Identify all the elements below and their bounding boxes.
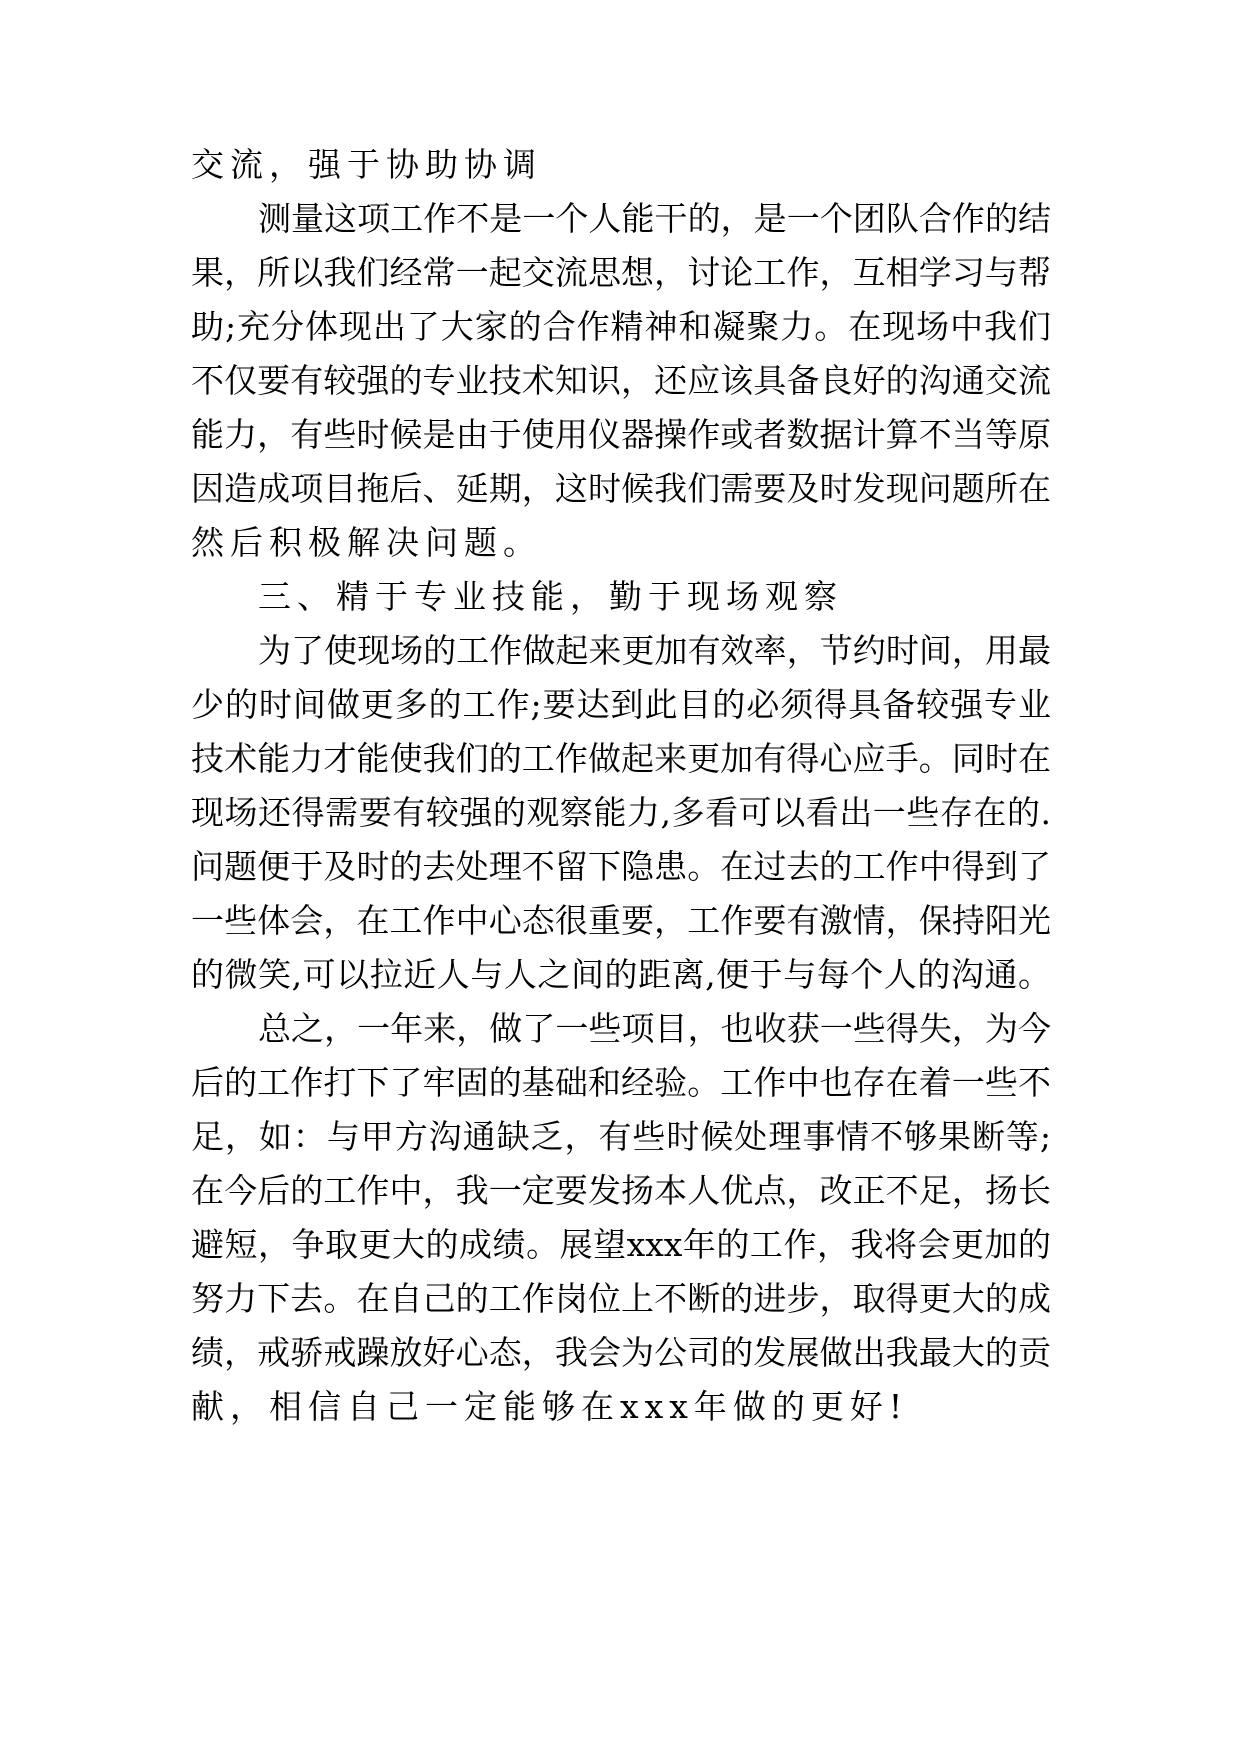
paragraph-line: 在今后的工作中，我一定要发扬本人优点，改正不足，扬长 <box>191 1171 1051 1210</box>
paragraph-line: 能力，有些时候是由于使用仪器操作或者数据计算不当等原 <box>191 415 1051 454</box>
paragraph-line: 测量这项工作不是一个人能干的，是一个团队合作的结 <box>258 199 1051 238</box>
paragraph-line: 技术能力才能使我们的工作做起来更加有得心应手。同时在 <box>191 739 1051 778</box>
paragraph-line: 绩，戒骄戒躁放好心态，我会为公司的发展做出我最大的贡 <box>191 1333 1051 1372</box>
paragraph-line: 足，如：与甲方沟通缺乏，有些时候处理事情不够果断等; <box>191 1117 1051 1156</box>
paragraph-line: 的微笑,可以拉近人与人之间的距离,便于与每个人的沟通。 <box>191 955 1051 994</box>
paragraph-line: 避短，争取更大的成绩。展望xxx年的工作，我将会更加的 <box>191 1225 1051 1264</box>
paragraph-line: 一些体会，在工作中心态很重要，工作要有激情，保持阳光 <box>191 901 1051 940</box>
paragraph-line: 总之，一年来，做了一些项目，也收获一些得失，为今 <box>258 1009 1051 1048</box>
paragraph-line: 因造成项目拖后、延期，这时候我们需要及时发现问题所在 <box>191 469 1051 508</box>
paragraph-line: 助;充分体现出了大家的合作精神和凝聚力。在现场中我们 <box>191 307 1051 346</box>
paragraph-line: 努力下去。在自己的工作岗位上不断的进步，取得更大的成 <box>191 1279 1051 1318</box>
paragraph-line: 为了使现场的工作做起来更加有效率，节约时间，用最 <box>258 631 1051 670</box>
paragraph-line: 然后积极解决问题。 <box>191 523 542 562</box>
paragraph-line: 不仅要有较强的专业技术知识，还应该具备良好的沟通交流 <box>191 361 1051 400</box>
paragraph-line: 献，相信自己一定能够在xxx年做的更好! <box>191 1387 909 1426</box>
paragraph-line: 果，所以我们经常一起交流思想，讨论工作，互相学习与帮 <box>191 253 1051 292</box>
paragraph-line: 少的时间做更多的工作;要达到此目的必须得具备较强专业 <box>191 685 1051 724</box>
paragraph-line: 后的工作打下了牢固的基础和经验。工作中也存在着一些不 <box>191 1063 1051 1102</box>
paragraph-line: 现场还得需要有较强的观察能力,多看可以看出一些存在的. <box>191 793 1051 832</box>
paragraph-line: 问题便于及时的去处理不留下隐患。在过去的工作中得到了 <box>191 847 1051 886</box>
section-heading: 三、精于专业技能，勤于现场观察 <box>258 577 843 616</box>
paragraph-line: 交流，强于协助协调 <box>191 145 542 184</box>
